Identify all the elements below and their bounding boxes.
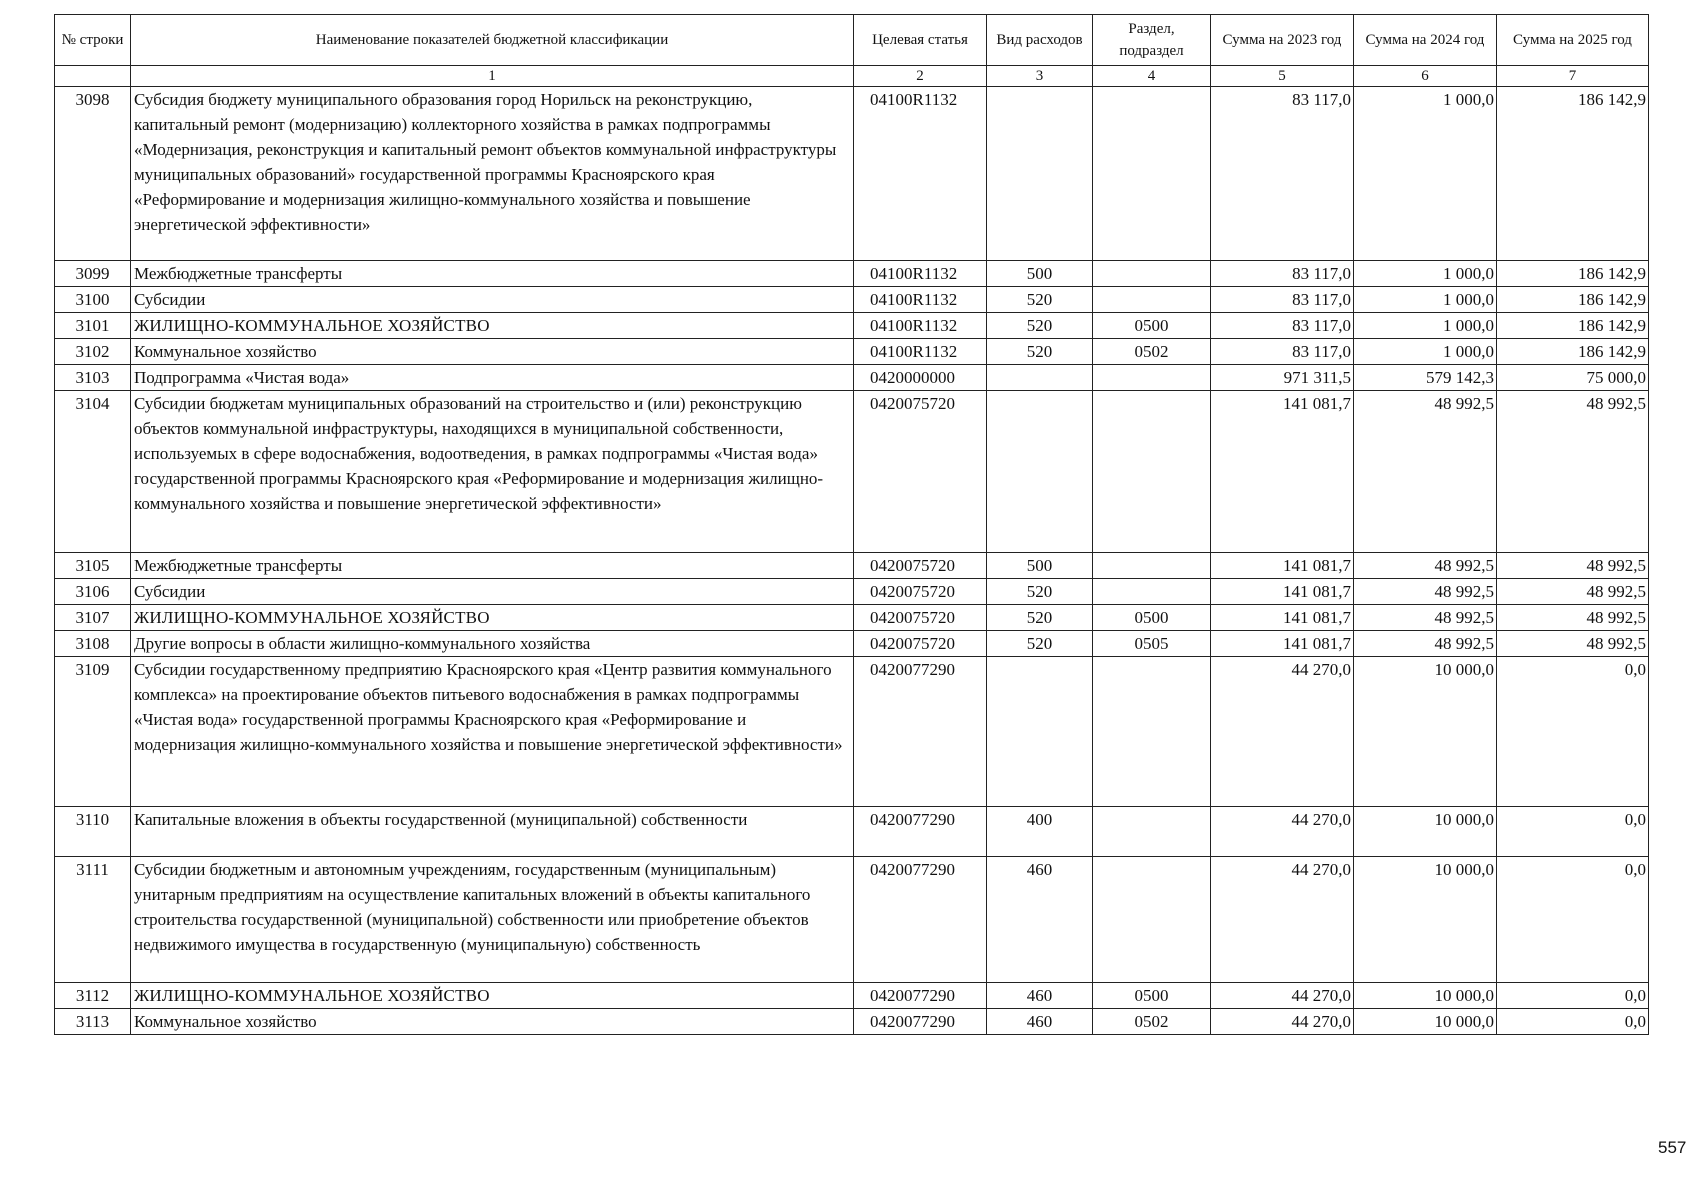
table-row — [55, 1009, 1649, 1035]
row-number: 3102 — [55, 339, 131, 365]
row-number: 3110 — [55, 807, 131, 857]
row-sum-2023: 44 270,0 — [1211, 983, 1354, 1009]
row-sum-2024: 1 000,0 — [1354, 313, 1497, 339]
row-expense-kind: 520 — [987, 339, 1093, 365]
row-sum-2023: 83 117,0 — [1211, 313, 1354, 339]
row-sum-2024: 1 000,0 — [1354, 261, 1497, 287]
row-name: ЖИЛИЩНО-КОММУНАЛЬНОЕ ХОЗЯЙСТВО — [131, 983, 854, 1009]
column-number: 3 — [987, 66, 1093, 87]
row-name: Подпрограмма «Чистая вода» — [131, 365, 854, 391]
row-expense-kind: 460 — [987, 1009, 1093, 1035]
row-sum-2025: 48 992,5 — [1497, 579, 1649, 605]
header-expense-kind: Вид расходов — [987, 15, 1093, 66]
row-number: 3112 — [55, 983, 131, 1009]
row-sum-2023: 141 081,7 — [1211, 631, 1354, 657]
row-section — [1093, 553, 1211, 579]
row-number: 3108 — [55, 631, 131, 657]
row-section — [1093, 391, 1211, 553]
column-number: 1 — [131, 66, 854, 87]
row-target-article: 0420075720 — [854, 605, 987, 631]
header-row — [55, 15, 1649, 66]
row-target-article: 04100R1132 — [854, 287, 987, 313]
row-expense-kind: 500 — [987, 261, 1093, 287]
table-row — [55, 605, 1649, 631]
row-target-article: 0420077290 — [854, 857, 987, 983]
row-target-article: 0420075720 — [854, 631, 987, 657]
row-number: 3098 — [55, 87, 131, 261]
row-section — [1093, 657, 1211, 807]
row-number: 3100 — [55, 287, 131, 313]
column-number: 6 — [1354, 66, 1497, 87]
table-row — [55, 339, 1649, 365]
row-sum-2023: 83 117,0 — [1211, 87, 1354, 261]
row-sum-2024: 10 000,0 — [1354, 657, 1497, 807]
budget-table — [54, 14, 1649, 1035]
row-section: 0500 — [1093, 605, 1211, 631]
row-expense-kind — [987, 87, 1093, 261]
column-number: 4 — [1093, 66, 1211, 87]
row-name: ЖИЛИЩНО-КОММУНАЛЬНОЕ ХОЗЯЙСТВО — [131, 605, 854, 631]
row-target-article: 0420075720 — [854, 391, 987, 553]
row-sum-2024: 48 992,5 — [1354, 579, 1497, 605]
row-target-article: 04100R1132 — [854, 339, 987, 365]
table-row — [55, 287, 1649, 313]
row-sum-2023: 141 081,7 — [1211, 579, 1354, 605]
row-section: 0500 — [1093, 313, 1211, 339]
row-name: Субсидия бюджету муниципального образования город Норильск на реконструкцию, капитальный ремонт (модернизацию) коллекторного хозяйства в рамках подпрограммы «Модернизация, реконструкция и капитальный ремонт объектов коммунальной инфраструктуры муниципальных образований» государственной программы Красноярского края «Реформирование и модернизация жилищно-коммунального хозяйства и повышение энергетической эффективности» — [131, 87, 854, 261]
row-target-article: 0420077290 — [854, 1009, 987, 1035]
row-sum-2025: 75 000,0 — [1497, 365, 1649, 391]
row-sum-2023: 44 270,0 — [1211, 657, 1354, 807]
row-number: 3104 — [55, 391, 131, 553]
row-expense-kind: 460 — [987, 983, 1093, 1009]
row-target-article: 04100R1132 — [854, 87, 987, 261]
row-section — [1093, 579, 1211, 605]
row-target-article: 04100R1132 — [854, 261, 987, 287]
row-sum-2024: 10 000,0 — [1354, 983, 1497, 1009]
row-section: 0500 — [1093, 983, 1211, 1009]
row-target-article: 0420077290 — [854, 983, 987, 1009]
row-sum-2025: 0,0 — [1497, 657, 1649, 807]
row-sum-2025: 0,0 — [1497, 807, 1649, 857]
row-sum-2024: 48 992,5 — [1354, 391, 1497, 553]
row-target-article: 0420075720 — [854, 553, 987, 579]
row-expense-kind: 500 — [987, 553, 1093, 579]
row-sum-2023: 44 270,0 — [1211, 807, 1354, 857]
row-name: Коммунальное хозяйство — [131, 1009, 854, 1035]
row-sum-2025: 0,0 — [1497, 1009, 1649, 1035]
row-number: 3109 — [55, 657, 131, 807]
row-sum-2025: 48 992,5 — [1497, 605, 1649, 631]
row-number: 3099 — [55, 261, 131, 287]
row-sum-2024: 48 992,5 — [1354, 631, 1497, 657]
header-sum-2023: Сумма на 2023 год — [1211, 15, 1354, 66]
row-sum-2023: 83 117,0 — [1211, 287, 1354, 313]
row-sum-2023: 83 117,0 — [1211, 339, 1354, 365]
row-sum-2024: 10 000,0 — [1354, 807, 1497, 857]
row-section — [1093, 287, 1211, 313]
row-sum-2023: 44 270,0 — [1211, 1009, 1354, 1035]
header-sum-2024: Сумма на 2024 год — [1354, 15, 1497, 66]
row-sum-2025: 186 142,9 — [1497, 313, 1649, 339]
table-row — [55, 857, 1649, 983]
table-row — [55, 313, 1649, 339]
row-name: Межбюджетные трансферты — [131, 553, 854, 579]
row-expense-kind — [987, 657, 1093, 807]
table-row — [55, 631, 1649, 657]
row-target-article: 04100R1132 — [854, 313, 987, 339]
row-target-article: 0420077290 — [854, 807, 987, 857]
row-expense-kind: 520 — [987, 579, 1093, 605]
row-section: 0502 — [1093, 339, 1211, 365]
row-name: Субсидии — [131, 579, 854, 605]
page-number: 557 — [1658, 1138, 1687, 1157]
row-name: Субсидии бюджетам муниципальных образований на строительство и (или) реконструкцию объектов коммунальной инфраструктуры, находящихся в муниципальной собственности, используемых в сфере водоснабжения, водоотведения, в рамках подпрограммы «Чистая вода» государственной программы Красноярского края «Реформирование и модернизация жилищно-коммунального хозяйства и повышение энергетической эффективности» — [131, 391, 854, 553]
table-row — [55, 657, 1649, 807]
row-number: 3106 — [55, 579, 131, 605]
row-section: 0502 — [1093, 1009, 1211, 1035]
header-name: Наименование показателей бюджетной классификации — [131, 15, 854, 66]
table-row — [55, 87, 1649, 261]
row-sum-2024: 10 000,0 — [1354, 1009, 1497, 1035]
row-section — [1093, 261, 1211, 287]
row-sum-2025: 186 142,9 — [1497, 339, 1649, 365]
row-section — [1093, 807, 1211, 857]
row-sum-2024: 1 000,0 — [1354, 287, 1497, 313]
row-target-article: 0420077290 — [854, 657, 987, 807]
row-name: Субсидии государственному предприятию Красноярского края «Центр развития коммунального комплекса» на проектирование объектов питьевого водоснабжения в рамках подпрограммы «Чистая вода» государственной программы Красноярского края «Реформирование и модернизация жилищно-коммунального хозяйства и повышение энергетической эффективности» — [131, 657, 854, 807]
row-section — [1093, 87, 1211, 261]
header-row-number: № строки — [55, 15, 131, 66]
column-number: 5 — [1211, 66, 1354, 87]
row-sum-2024: 1 000,0 — [1354, 87, 1497, 261]
header-section: Раздел, подраздел — [1093, 15, 1211, 66]
row-number: 3107 — [55, 605, 131, 631]
row-expense-kind — [987, 391, 1093, 553]
row-sum-2025: 186 142,9 — [1497, 261, 1649, 287]
row-sum-2024: 1 000,0 — [1354, 339, 1497, 365]
row-name: Капитальные вложения в объекты государственной (муниципальной) собственности — [131, 807, 854, 857]
row-name: Субсидии бюджетным и автономным учреждениям, государственным (муниципальным) унитарным предприятиям на осуществление капитальных вложений в объекты капитального строительства государственной (муниципальной) собственности или приобретение объектов недвижимого имущества в государственную (муниципальную) собственность — [131, 857, 854, 983]
row-target-article: 0420000000 — [854, 365, 987, 391]
column-number: 2 — [854, 66, 987, 87]
row-name: Субсидии — [131, 287, 854, 313]
row-number: 3101 — [55, 313, 131, 339]
table-row — [55, 807, 1649, 857]
table-row — [55, 391, 1649, 553]
row-sum-2024: 48 992,5 — [1354, 605, 1497, 631]
table-row — [55, 261, 1649, 287]
table-row — [55, 553, 1649, 579]
row-sum-2025: 0,0 — [1497, 857, 1649, 983]
row-sum-2023: 141 081,7 — [1211, 605, 1354, 631]
row-number: 3105 — [55, 553, 131, 579]
row-number: 3103 — [55, 365, 131, 391]
row-section: 0505 — [1093, 631, 1211, 657]
column-number: 7 — [1497, 66, 1649, 87]
row-sum-2025: 48 992,5 — [1497, 631, 1649, 657]
row-sum-2025: 48 992,5 — [1497, 553, 1649, 579]
row-sum-2025: 0,0 — [1497, 983, 1649, 1009]
row-sum-2023: 141 081,7 — [1211, 553, 1354, 579]
table-row — [55, 983, 1649, 1009]
row-sum-2023: 83 117,0 — [1211, 261, 1354, 287]
row-number: 3111 — [55, 857, 131, 983]
row-sum-2023: 44 270,0 — [1211, 857, 1354, 983]
row-section — [1093, 857, 1211, 983]
row-sum-2023: 141 081,7 — [1211, 391, 1354, 553]
row-expense-kind: 520 — [987, 287, 1093, 313]
row-expense-kind: 520 — [987, 631, 1093, 657]
row-sum-2024: 10 000,0 — [1354, 857, 1497, 983]
row-sum-2025: 186 142,9 — [1497, 287, 1649, 313]
row-sum-2025: 186 142,9 — [1497, 87, 1649, 261]
row-name: ЖИЛИЩНО-КОММУНАЛЬНОЕ ХОЗЯЙСТВО — [131, 313, 854, 339]
table-row — [55, 579, 1649, 605]
row-expense-kind — [987, 365, 1093, 391]
header-target-article: Целевая статья — [854, 15, 987, 66]
column-number — [55, 66, 131, 87]
row-sum-2023: 971 311,5 — [1211, 365, 1354, 391]
row-section — [1093, 365, 1211, 391]
table-row — [55, 365, 1649, 391]
row-sum-2024: 579 142,3 — [1354, 365, 1497, 391]
row-expense-kind: 520 — [987, 605, 1093, 631]
row-expense-kind: 460 — [987, 857, 1093, 983]
row-name: Межбюджетные трансферты — [131, 261, 854, 287]
row-expense-kind: 400 — [987, 807, 1093, 857]
row-expense-kind: 520 — [987, 313, 1093, 339]
row-sum-2024: 48 992,5 — [1354, 553, 1497, 579]
row-sum-2025: 48 992,5 — [1497, 391, 1649, 553]
row-target-article: 0420075720 — [854, 579, 987, 605]
row-name: Другие вопросы в области жилищно-коммунального хозяйства — [131, 631, 854, 657]
row-name: Коммунальное хозяйство — [131, 339, 854, 365]
header-sum-2025: Сумма на 2025 год — [1497, 15, 1649, 66]
row-number: 3113 — [55, 1009, 131, 1035]
column-number-row — [55, 66, 1649, 87]
